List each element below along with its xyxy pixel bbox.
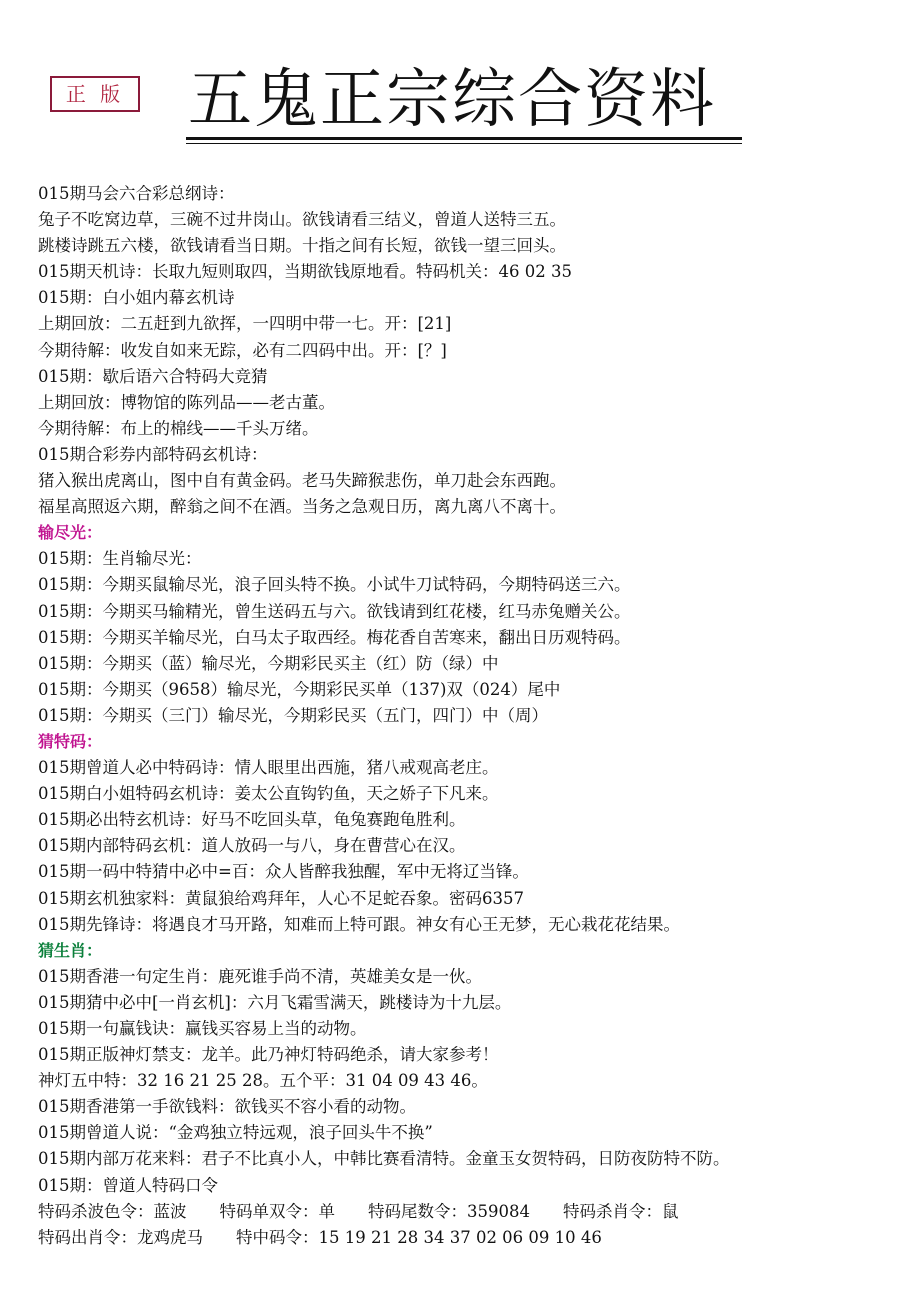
section-heading: 猜特码： xyxy=(38,731,103,751)
text-line: 015期先锋诗：将遇良才马开路，知难而上特可跟。神女有心王无梦，无心栽花花结果。 xyxy=(38,914,680,934)
section-heading: 输尽光： xyxy=(38,523,103,543)
text-line: 兔子不吃窝边草，三碗不过井岗山。欲钱请看三结义，曾道人送特三五。 xyxy=(38,210,566,230)
text-line: 特码出肖令：龙鸡虎马 特中码令：15 19 21 28 34 37 02 06 09 10 46 xyxy=(38,1227,602,1247)
text-line: 015期曾道人必中特码诗：情人眼里出西施，猪八戒观高老庄。 xyxy=(38,758,499,778)
text-line: 015期：今期买（三门）输尽光，今期彩民买（五门，四门）中（周） xyxy=(38,705,548,725)
text-line: 015期天机诗：长取九短则取四，当期欲钱原地看。特码机关：46 02 35 xyxy=(38,262,572,282)
text-line: 015期内部特码玄机：道人放码一与八，身在曹营心在汉。 xyxy=(38,836,466,856)
content-body xyxy=(38,181,888,1251)
text-line: 015期香港一句定生肖：鹿死谁手尚不清，英雄美女是一伙。 xyxy=(38,966,482,986)
text-line: 015期：歇后语六合特码大竞猜 xyxy=(38,366,268,386)
text-line: 跳楼诗跳五六楼，欲钱请看当日期。十指之间有长短，欲钱一望三回头。 xyxy=(38,236,566,256)
text-line: 特码杀波色令：蓝波 特码单双令：单 特码尾数令：359084 特码杀肖令：鼠 xyxy=(38,1201,679,1221)
text-line: 015期猜中必中[一肖玄机]：六月飞霜雪满天，跳楼诗为十九层。 xyxy=(38,992,512,1012)
text-line: 015期一码中特猜中必中=百：众人皆醉我独醒，军中无将辽当锋。 xyxy=(38,862,529,882)
text-line: 015期香港第一手欲钱料：欲钱买不容小看的动物。 xyxy=(38,1097,416,1117)
text-line: 015期玄机独家料：黄鼠狼给鸡拜年，人心不足蛇吞象。密码6357 xyxy=(38,888,524,908)
authentic-badge: 正 版 xyxy=(50,76,140,112)
text-line: 上期回放：二五赶到九欲挥，一四明中带一七。开：[21] xyxy=(38,314,452,334)
text-line: 015期正版神灯禁支：龙羊。此乃神灯特码绝杀，请大家参考！ xyxy=(38,1045,499,1065)
text-line: 上期回放：博物馆的陈列品——老古董。 xyxy=(38,392,335,412)
text-line: 015期：曾道人特码口令 xyxy=(38,1175,218,1195)
text-line: 015期：今期买羊输尽光，白马太子取西经。梅花香自苦寒来，翻出日历观特码。 xyxy=(38,627,631,647)
text-line: 015期：今期买（9658）输尽光，今期彩民买单（137)双（024）尾中 xyxy=(38,679,561,699)
text-line: 神灯五中特：32 16 21 25 28。五个平：31 04 09 43 46。 xyxy=(38,1071,488,1091)
page-title: 五鬼正宗综合资料 xyxy=(188,63,716,137)
text-line: 015期：生肖输尽光： xyxy=(38,549,202,569)
text-line: 015期：白小姐内幕玄机诗 xyxy=(38,288,235,308)
text-line: 今期待解：布上的棉线——千头万绪。 xyxy=(38,418,319,438)
text-line: 猪入猴出虎离山，图中自有黄金码。老马失蹄猴悲伤，单刀赴会东西跑。 xyxy=(38,471,566,491)
section-heading: 猜生肖： xyxy=(38,940,103,960)
text-line: 015期白小姐特码玄机诗：姜太公直钩钓鱼，天之娇子下凡来。 xyxy=(38,784,499,804)
text-line: 015期：今期买（蓝）输尽光，今期彩民买主（红）防（绿）中 xyxy=(38,653,499,673)
text-line: 015期马会六合彩总纲诗： xyxy=(38,184,235,203)
text-line: 015期合彩券内部特码玄机诗： xyxy=(38,444,268,464)
title-underline xyxy=(186,137,742,140)
text-line: 015期：今期买马输精光，曾生送码五与六。欲钱请到红花楼，红马赤兔赠关公。 xyxy=(38,601,631,621)
text-line: 015期曾道人说：“金鸡独立特远观，浪子回头牛不换” xyxy=(38,1123,433,1143)
text-line: 015期：今期买鼠输尽光，浪子回头特不换。小试牛刀试特码，今期特码送三六。 xyxy=(38,575,631,595)
text-line: 015期内部万花来料：君子不比真小人，中韩比赛看清特。金童玉女贺特码，日防夜防特不防。 xyxy=(38,1149,730,1169)
text-line: 今期待解：收发自如来无踪，必有二四码中出。开：[？] xyxy=(38,340,447,360)
text-line: 福星高照返六期，醉翁之间不在酒。当务之急观日历，离九离八不离十。 xyxy=(38,497,566,517)
text-line: 015期一句赢钱诀：赢钱买容易上当的动物。 xyxy=(38,1019,367,1038)
text-line: 015期必出特玄机诗：好马不吃回头草，龟兔赛跑龟胜利。 xyxy=(38,810,466,830)
title-underline-thin xyxy=(186,143,742,144)
